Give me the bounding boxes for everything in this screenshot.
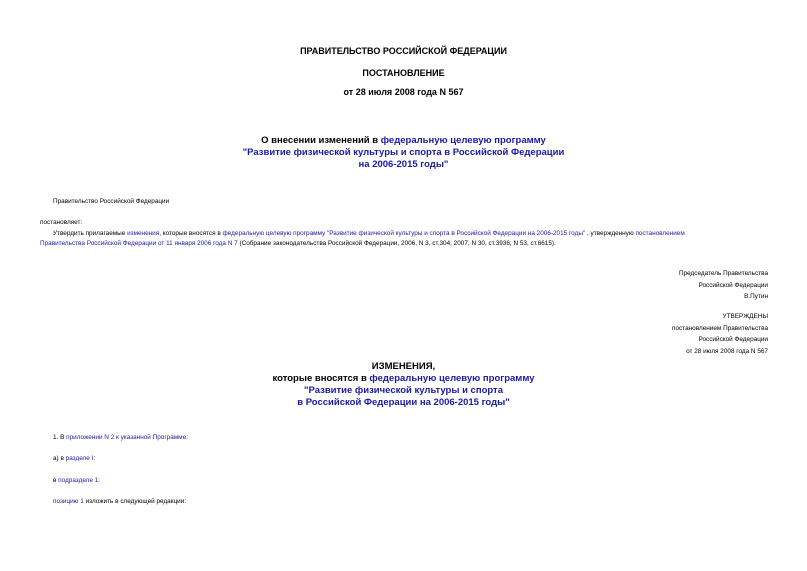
item-2 (53, 453, 95, 465)
item-3-prefix: в (53, 477, 59, 484)
item-1-link[interactable]: приложении N 2 к указанной Программе (66, 434, 187, 441)
item-3-link[interactable]: подразделе 1 (58, 477, 99, 484)
title-link-line-2[interactable]: "Развитие физической культуры и спорта в Российской Федерации (242, 147, 565, 158)
item-3 (53, 475, 100, 487)
item-4-link[interactable]: позицию 1 (53, 498, 84, 505)
p1-text-3: , утвержденную (585, 230, 636, 237)
p1-text-1: Утвердить прилагаемые (53, 230, 128, 237)
changes-heading (0, 361, 807, 409)
decrees-line: постановляет: (40, 219, 83, 226)
item-1-suffix: : (186, 434, 188, 441)
p1-link-program[interactable]: федеральную целевую программу "Развитие физической культуры и спорта в Российской Федерации на 2006-2015 годы" (222, 230, 586, 237)
changes-line-2 (0, 373, 807, 385)
item-3-suffix: : (98, 477, 101, 484)
title-link-line-3[interactable]: на 2006-2015 годы" (358, 159, 449, 170)
item-2-link[interactable]: разделе I (65, 455, 94, 462)
changes-link-line-3[interactable]: "Развитие физической культуры и спорта (304, 385, 503, 396)
document-date-number: от 28 июля 2008 года N 567 (343, 87, 464, 97)
title-link-program[interactable]: федеральную целевую программу (380, 135, 546, 146)
title-prefix: О внесении изменений в (261, 135, 381, 146)
paragraph-1-line-2 (40, 238, 556, 250)
government-line: Правительство Российской Федерации (53, 198, 170, 205)
approved-line-2: постановлением Правительства (672, 324, 768, 332)
approved-block (672, 311, 768, 357)
changes-link-line-4[interactable]: в Российской Федерации на 2006-2015 годы" (297, 397, 510, 408)
p1-link-changes[interactable]: изменения (127, 230, 160, 237)
p1-text-4: (Собрание законодательства Российской Федерации, 2006, N 3, ст.304; 2007, N 30, ст.3936; N 53, ст.6615). (237, 240, 556, 247)
document-type: ПОСТАНОВЛЕНИЕ (362, 68, 445, 78)
title-line-1 (0, 135, 807, 147)
item-2-suffix: : (93, 455, 96, 462)
approved-line-3: Российской Федерации (698, 336, 768, 343)
signature-name: В.Путин (744, 293, 768, 300)
signature-block (679, 268, 768, 303)
item-1 (53, 432, 188, 444)
p1-text-2: , которые вносятся в (159, 230, 223, 237)
item-2-prefix: а) в (53, 455, 66, 462)
item-1-prefix: 1. В (53, 434, 67, 441)
government-heading: ПРАВИТЕЛЬСТВО РОССИЙСКОЙ ФЕДЕРАЦИИ (300, 46, 507, 56)
document-title (0, 135, 807, 171)
changes-line-2-prefix: которые вносятся в (272, 373, 370, 384)
p1-link-government-decree[interactable]: Правительства Российской Федерации от 11 января 2006 года N 7 (40, 240, 238, 247)
p1-link-decree[interactable]: постановлением (635, 230, 685, 237)
signature-line-1: Председатель Правительства (679, 270, 768, 277)
item-4 (53, 496, 186, 508)
changes-link-program[interactable]: федеральную целевую программу (369, 373, 535, 384)
changes-title: ИЗМЕНЕНИЯ, (371, 361, 436, 372)
approved-line-4: от 28 июля 2008 года N 567 (686, 347, 768, 355)
approved-line-1: УТВЕРЖДЕНЫ (722, 313, 768, 320)
item-4-suffix: изложить в следующей редакции: (83, 498, 187, 505)
signature-line-2: Российской Федерации (698, 281, 768, 289)
